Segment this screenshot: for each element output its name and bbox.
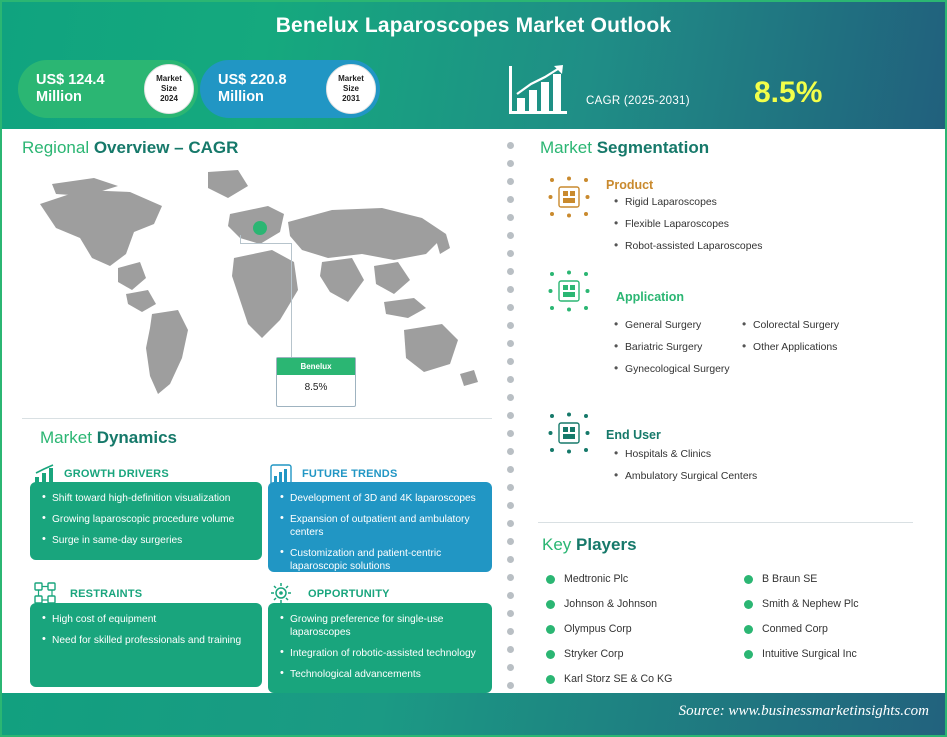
segmentation-title-part1: Market bbox=[540, 138, 597, 157]
future-trends-heading: FUTURE TRENDS bbox=[302, 468, 398, 480]
restraints-box bbox=[30, 603, 262, 687]
list-item: • Hospitals & Clinics bbox=[614, 448, 834, 461]
map-connector-vertical-1 bbox=[240, 235, 241, 243]
gear-icon bbox=[270, 582, 292, 604]
growth-drivers-box bbox=[30, 482, 262, 560]
list-item: B Braun SE bbox=[744, 573, 924, 585]
market-size-2031-badge bbox=[326, 64, 376, 114]
growth-drivers-list bbox=[42, 492, 250, 547]
growth-drivers-heading: GROWTH DRIVERS bbox=[64, 468, 169, 480]
product-grid-icon bbox=[548, 176, 590, 218]
right-divider bbox=[538, 522, 913, 523]
badge-line-3: 2024 bbox=[160, 94, 178, 103]
source-text: Source: www.businessmarketinsights.com bbox=[678, 703, 929, 719]
key-players-title-part1: Key bbox=[542, 535, 577, 554]
market-size-2031-value: US$ 220.8 Million bbox=[218, 72, 287, 105]
map-connector-horizontal bbox=[240, 243, 292, 244]
market-segmentation-title bbox=[540, 138, 709, 158]
list-item: Karl Storz SE & Co KG bbox=[546, 673, 736, 685]
list-item: Olympus Corp bbox=[546, 623, 736, 635]
market-size-2024-badge bbox=[144, 64, 194, 114]
end-user-grid-icon bbox=[548, 412, 590, 454]
key-players-title bbox=[542, 535, 637, 555]
segment-name-end-user: End User bbox=[606, 428, 661, 442]
badge-line-2: Size bbox=[342, 84, 359, 93]
regional-title-part2: Overview – CAGR bbox=[93, 138, 239, 157]
world-map bbox=[22, 162, 492, 412]
restraints-heading: RESTRAINTS bbox=[70, 588, 143, 600]
market-dynamics-title bbox=[40, 428, 177, 448]
dynamics-title-part1: Market bbox=[40, 428, 97, 447]
badge-line-3: 2031 bbox=[342, 94, 360, 103]
list-item: • Rigid Laparoscopes bbox=[614, 196, 814, 209]
benelux-callout-name: Benelux bbox=[277, 358, 355, 375]
benelux-callout bbox=[276, 357, 356, 407]
segment-list-application-col2 bbox=[742, 319, 912, 363]
page-title: Benelux Laparoscopes Market Outlook bbox=[275, 14, 672, 37]
market-size-2031-pill bbox=[200, 60, 380, 118]
left-divider bbox=[22, 418, 492, 419]
list-item: • Gynecological Surgery bbox=[614, 363, 774, 376]
list-item: Stryker Corp bbox=[546, 648, 736, 660]
blocked-node-icon bbox=[34, 582, 56, 604]
list-item: • Technological advancements bbox=[280, 668, 480, 681]
list-item: • Growing preference for single-use laparoscopes bbox=[280, 613, 480, 639]
segment-list-end-user bbox=[614, 448, 834, 492]
future-trends-box bbox=[268, 482, 492, 572]
list-item: • Bariatric Surgery bbox=[614, 341, 774, 354]
footer-banner bbox=[2, 693, 945, 735]
regional-title-part1: Regional bbox=[22, 138, 94, 157]
list-item: Medtronic Plc bbox=[546, 573, 736, 585]
list-item: • Colorectal Surgery bbox=[742, 319, 912, 332]
cagr-value: 8.5% bbox=[754, 76, 823, 109]
opportunity-list bbox=[280, 613, 480, 681]
segmentation-title-part2: Segmentation bbox=[596, 138, 710, 157]
segment-list-product bbox=[614, 196, 814, 262]
opportunity-box bbox=[268, 603, 492, 693]
list-item: • Customization and patient-centric laparoscopic solutions bbox=[280, 547, 480, 573]
cagr-label: CAGR (2025-2031) bbox=[586, 95, 690, 107]
list-item: • High cost of equipment bbox=[42, 613, 250, 626]
list-item: • Expansion of outpatient and ambulatory centers bbox=[280, 513, 480, 539]
list-item: • Flexible Laparoscopes bbox=[614, 218, 814, 231]
benelux-map-marker bbox=[253, 221, 267, 235]
dynamics-title-part2: Dynamics bbox=[96, 428, 178, 447]
market-size-2024-pill bbox=[18, 60, 198, 118]
header-banner bbox=[2, 2, 945, 129]
market-size-2024-value: US$ 124.4 Million bbox=[36, 72, 105, 105]
future-trends-list bbox=[280, 492, 480, 573]
list-item: • Need for skilled professionals and training bbox=[42, 634, 250, 647]
segment-name-application: Application bbox=[616, 290, 685, 304]
benelux-callout-value: 8.5% bbox=[304, 382, 328, 393]
list-item: Intuitive Surgical Inc bbox=[744, 648, 924, 660]
application-grid-icon bbox=[548, 270, 590, 312]
key-players-col2 bbox=[744, 573, 924, 673]
opportunity-heading: OPPORTUNITY bbox=[308, 588, 390, 600]
segment-name-product: Product bbox=[606, 178, 654, 192]
regional-overview-title bbox=[22, 138, 238, 158]
list-item: • Surge in same-day surgeries bbox=[42, 534, 250, 547]
list-item: • Robot-assisted Laparoscopes bbox=[614, 240, 814, 253]
key-players-title-part2: Players bbox=[576, 535, 637, 554]
list-item: Smith & Nephew Plc bbox=[744, 598, 924, 610]
list-item: • General Surgery bbox=[614, 319, 774, 332]
list-item: • Shift toward high-definition visualization bbox=[42, 492, 250, 505]
list-item: • Integration of robotic-assisted technology bbox=[280, 647, 480, 660]
badge-line-1: Market bbox=[338, 74, 364, 83]
list-item: • Ambulatory Surgical Centers bbox=[614, 470, 834, 483]
list-item: Conmed Corp bbox=[744, 623, 924, 635]
bar-chart-growth-icon bbox=[507, 64, 569, 116]
list-item: • Growing laparoscopic procedure volume bbox=[42, 513, 250, 526]
world-map-svg bbox=[22, 162, 492, 412]
list-item: • Development of 3D and 4K laparoscopes bbox=[280, 492, 480, 505]
map-connector-vertical-2 bbox=[291, 243, 292, 357]
restraints-list bbox=[42, 613, 250, 647]
list-item: • Other Applications bbox=[742, 341, 912, 354]
list-item: Johnson & Johnson bbox=[546, 598, 736, 610]
badge-line-2: Size bbox=[160, 84, 177, 93]
vertical-dotted-divider bbox=[507, 142, 515, 702]
badge-line-1: Market bbox=[156, 74, 182, 83]
